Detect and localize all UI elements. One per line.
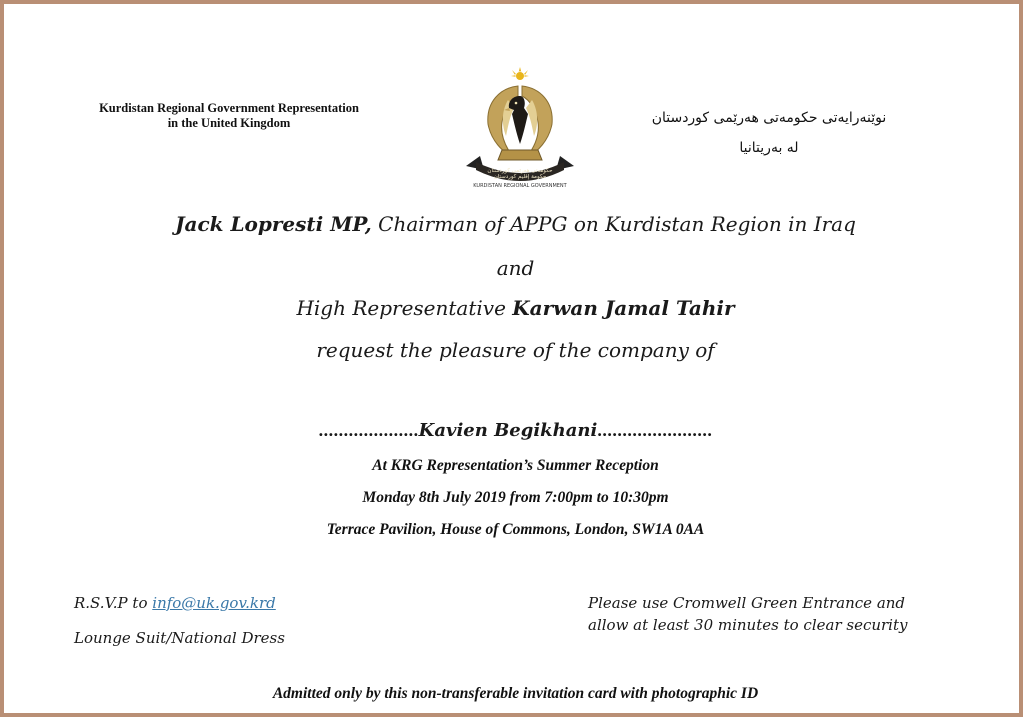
- org-en-line1: Kurdistan Regional Government Representation: [99, 101, 359, 115]
- emblem-caption-arabic: حكومة إقليم كوردستان: [493, 174, 547, 180]
- rsvp-line: [74, 594, 276, 612]
- guest-prefix-dots: ....................: [318, 420, 419, 440]
- entrance-line2: allow at least 30 minutes to clear security: [588, 616, 908, 634]
- org-ku-line1: نوێنەرایەتی حکومەتی هەرێمی کوردستان: [651, 110, 887, 126]
- sun-icon: [511, 67, 529, 80]
- venue-postcode: SW1A 0AA: [632, 521, 705, 538]
- organisation-name-kurdish: [604, 103, 934, 163]
- guest-line: [4, 420, 1023, 441]
- dress-code: Lounge Suit/National Dress: [74, 629, 285, 647]
- host2-title: High Representative: [296, 296, 506, 320]
- krg-eagle-emblem-icon: [458, 66, 582, 190]
- and-line: and: [496, 256, 535, 280]
- second-host-line: [4, 296, 1023, 320]
- rsvp-email-link[interactable]: info@uk.gov.krd: [152, 594, 276, 612]
- emblem-caption-english: KURDISTAN REGIONAL GOVERNMENT: [473, 183, 567, 189]
- admission-footer: Admitted only by this non-transferable invitation card with photographic ID: [272, 685, 759, 702]
- entrance-note: [588, 592, 988, 636]
- request-line: request the pleasure of the company of: [316, 338, 715, 362]
- org-en-line2: in the United Kingdom: [167, 116, 291, 130]
- guest-suffix-dots: .......................: [597, 420, 713, 440]
- rsvp-label: R.S.V.P to: [74, 594, 148, 612]
- entrance-line1: Please use Cromwell Green Entrance and: [588, 594, 906, 612]
- org-ku-line2: لە بەریتانیا: [739, 140, 799, 156]
- event-datetime: Monday 8th July 2019 from 7:00pm to 10:30pm: [362, 489, 669, 506]
- venue-separator: ,: [624, 521, 633, 538]
- host1-name: Jack Lopresti MP,: [175, 212, 372, 236]
- host-line: [4, 212, 1023, 236]
- event-venue: [4, 521, 1023, 539]
- event-name: At KRG Representation’s Summer Reception: [372, 457, 659, 474]
- guest-name: Kavien Begikhani: [418, 420, 598, 441]
- emblem-caption-kurdish: حكومەتی هەرێمی كوردستان: [487, 168, 553, 174]
- host2-name: Karwan Jamal Tahir: [512, 296, 735, 320]
- organisation-name-english: [74, 101, 384, 131]
- venue-main: Terrace Pavilion, House of Commons, London: [326, 521, 625, 538]
- host1-title: Chairman of APPG on Kurdistan Region in Iraq: [378, 212, 856, 236]
